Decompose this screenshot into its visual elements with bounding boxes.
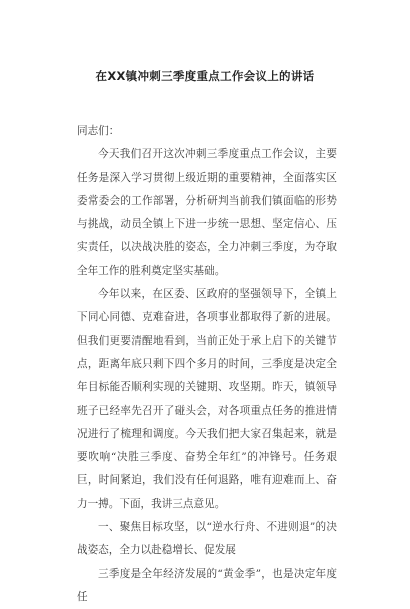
document-body	[77, 120, 337, 609]
section-heading-one: 一、聚焦目标攻坚，以“逆水行舟、不进则退”的决战姿态，全力以赴稳增长、促发展	[77, 521, 337, 557]
paragraph-situation: 今年以来，在区委、区政府的坚强领导下，全镇上下同心同德、克难奋进，各项事业都取得了新的进展。但我们更要清醒地看到，当前正处于承上启下的关键节点，距离年底只剩下四个多月的时间，三季度是决定全年目标能否顺利实现的关键期、攻坚期。昨天，镇领导班子已经率先召开了碰头会，对各项重点任务的推进情况进行了梳理和调度。今天我们把大家召集起来，就是要吹响“决胜三季度、奋势全年红”的冲锋号。任务艰巨，时间紧迫，我们没有任何退路，唯有迎难而上、奋力一搏。下面，我讲三点意见。	[77, 288, 337, 510]
paragraph-third-quarter: 三季度是全年经济发展的“黄金季”，也是决定年度任	[77, 567, 337, 603]
paragraph-opening: 今天我们召开这次冲刺三季度重点工作会议，主要任务是深入学习贯彻上级近期的重要精神，全面落实区委常委会的工作部署，分析研判当前我们镇面临的形势与挑战，动员全镇上下进一步统一思想、坚定信心、压实责任，以决战决胜的姿态，全力冲刺三季度，为夺取全年工作的胜利奠定坚实基础。	[77, 148, 337, 277]
salutation: 同志们：	[77, 125, 120, 137]
document-title: 在XX镇冲刺三季度重点工作会议上的讲话	[95, 69, 315, 83]
